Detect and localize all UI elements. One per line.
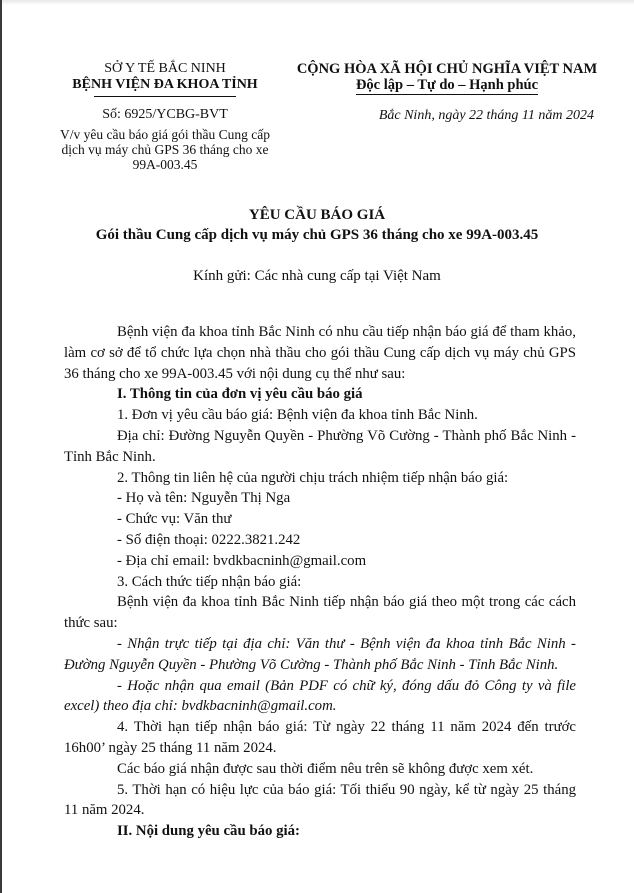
method-direct: - Nhận trực tiếp tại địa chỉ: Văn thư - Bệnh viện đa khoa tỉnh Bắc Ninh - Đường Nguyễn Quyền - Phường Võ Cường - Thành phố Bắc Ninh - Tỉnh Bắc Ninh. — [64, 635, 576, 673]
greeting: Kính gửi: Các nhà cung cấp tại Việt Nam — [193, 268, 441, 284]
item-3-text: Bệnh viện đa khoa tỉnh Bắc Ninh tiếp nhận báo giá theo một trong các cách thức sau: — [64, 594, 576, 632]
section-2-heading: II. Nội dung yêu cầu báo giá: — [117, 823, 300, 840]
contact-position: - Chức vụ: Văn thư — [117, 511, 232, 528]
national-motto-text: Độc lập – Tự do – Hạnh phúc — [355, 77, 539, 93]
contact-email: - Địa chỉ email: bvdkbacninh@gmail.com — [117, 552, 367, 569]
date-place: Bắc Ninh, ngày 22 tháng 11 năm 2024 — [378, 108, 594, 123]
title-main: YÊU CẦU BÁO GIÁ — [248, 207, 386, 223]
document-title — [40, 205, 594, 245]
header-underline — [94, 96, 236, 97]
intro-paragraph: Bệnh viện đa khoa tỉnh Bắc Ninh có nhu cầu tiếp nhận báo giá để tham khảo, làm cơ sở để tổ chức lựa chọn nhà thầu cho gói thầu Cung cấp dịch vụ máy chủ GPS 36 tháng cho xe 99A-003.45 với nội dung cụ thể như sau: — [64, 324, 576, 382]
section-1-heading: I. Thông tin của đơn vị yêu cầu báo giá — [117, 386, 363, 403]
document-number: Số: 6925/YCBG-BVT — [102, 107, 228, 122]
contact-name: - Họ và tên: Nguyễn Thị Nga — [117, 490, 291, 507]
method-email: - Hoặc nhận qua email (Bản PDF có chữ ký, đóng dấu đỏ Công ty và file excel) theo địa chỉ: bvdkbacninh@gmail.com. — [64, 677, 576, 715]
item-4-note: Các báo giá nhận được sau thời điểm nêu trên sẽ không được xem xét. — [117, 760, 534, 777]
page-left-border — [0, 0, 2, 893]
national-motto — [280, 77, 614, 93]
address-line: Địa chỉ: Đường Nguyễn Quyền - Phường Võ Cường - Thành phố Bắc Ninh - Tỉnh Bắc Ninh. — [64, 427, 576, 465]
page-top-shadow — [0, 0, 634, 5]
national-header — [280, 61, 614, 93]
issuer-header — [60, 61, 270, 172]
contact-phone: - Số điện thoại: 0222.3821.242 — [117, 531, 301, 548]
document-body — [64, 322, 576, 842]
title-sub: Gói thầu Cung cấp dịch vụ máy chủ GPS 36 tháng cho xe 99A-003.45 — [95, 227, 539, 243]
document-subject: V/v yêu cầu báo giá gói thầu Cung cấp dịch vụ máy chủ GPS 36 tháng cho xe 99A-003.45 — [60, 127, 270, 172]
organization-name: BỆNH VIỆN ĐA KHOA TỈNH — [72, 77, 258, 92]
item-5: 5. Thời hạn có hiệu lực của báo giá: Tối thiểu 90 ngày, kể từ ngày 25 tháng 11 năm 2024. — [64, 781, 576, 819]
item-2: 2. Thông tin liên hệ của người chịu trách nhiệm tiếp nhận báo giá: — [117, 469, 509, 486]
item-4: 4. Thời hạn tiếp nhận báo giá: Từ ngày 22 tháng 11 năm 2024 đến trước 16h00’ ngày 25 tháng 11 năm 2024. — [64, 719, 576, 756]
agency-name: SỞ Y TẾ BẮC NINH — [104, 61, 226, 76]
item-1: 1. Đơn vị yêu cầu báo giá: Bệnh viện đa khoa tỉnh Bắc Ninh. — [117, 407, 478, 424]
nation-name: CỘNG HÒA XÃ HỘI CHỦ NGHĨA VIỆT NAM — [296, 61, 598, 77]
item-3: 3. Cách thức tiếp nhận báo giá: — [117, 573, 302, 590]
